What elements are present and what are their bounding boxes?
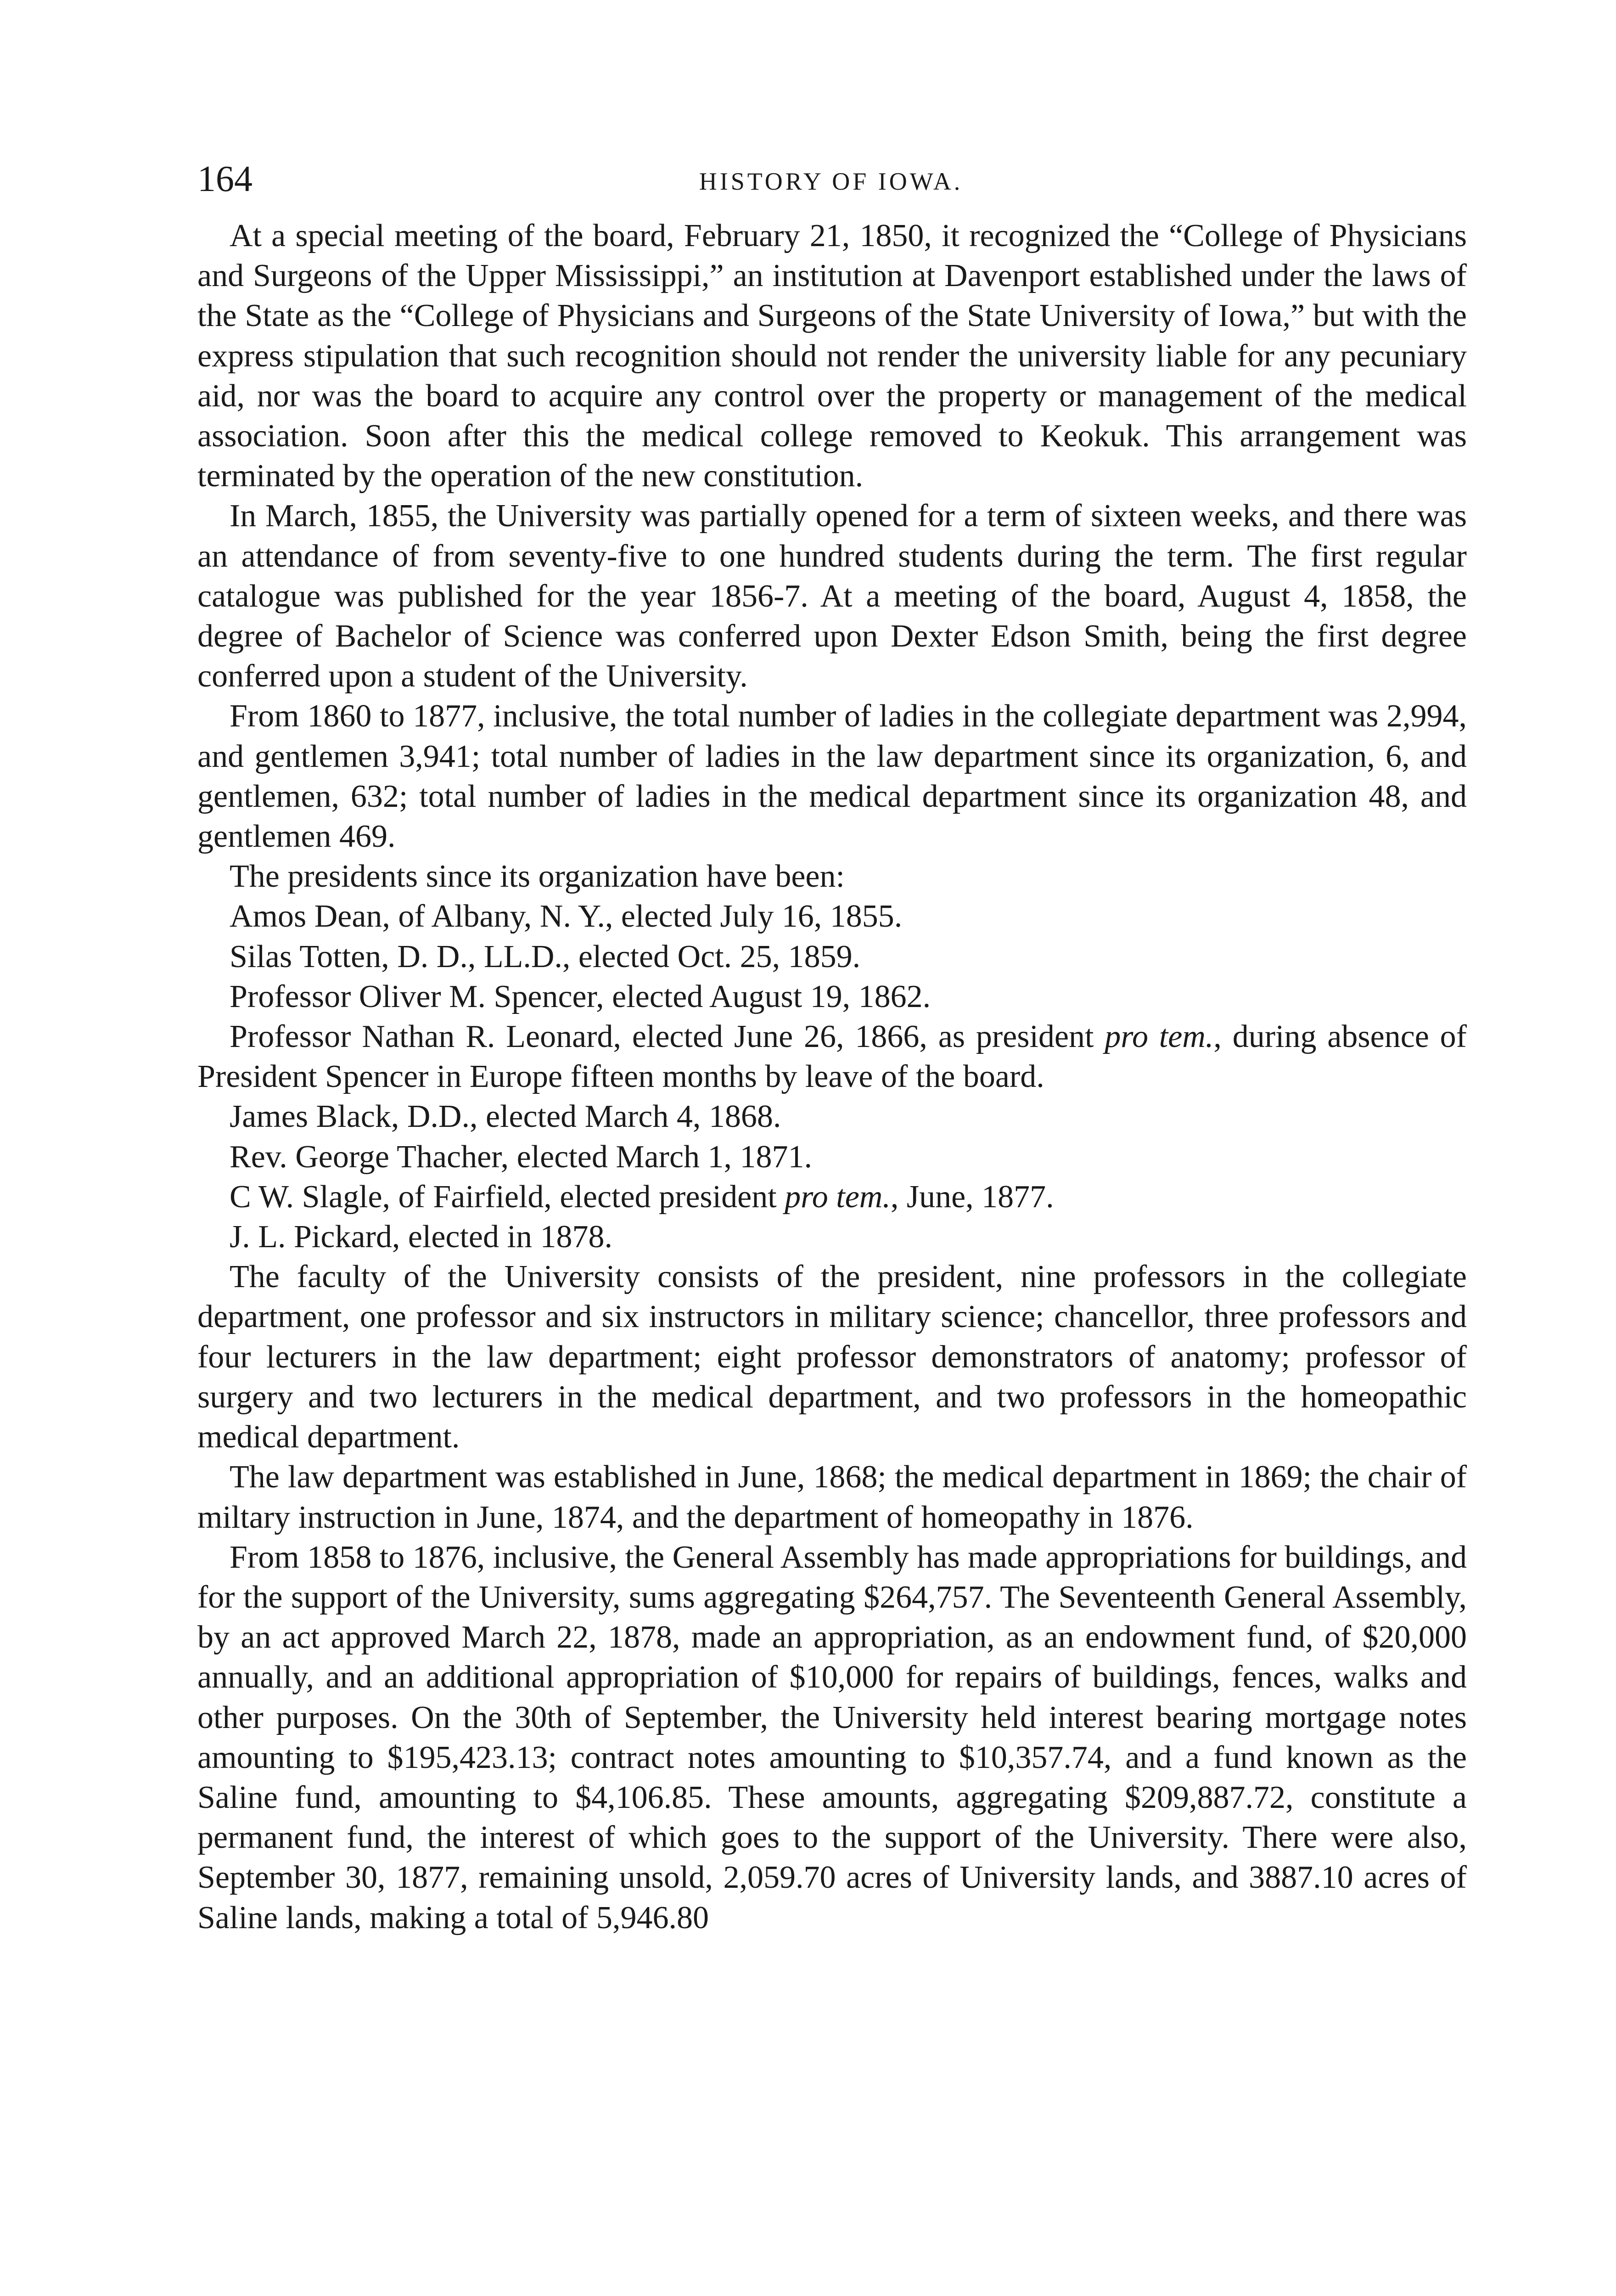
list-item-italic: pro tem.: [1105, 1019, 1214, 1055]
list-item: James Black, D.D., elected March 4, 1868.: [230, 1099, 781, 1135]
paragraph-opening: In March, 1855, the University was partially opened for a term of sixteen weeks, and there was an attendance of from seventy-five to one hundred students during the term. The first regular catalogue was published for the year 1856-7. At a meeting of the board, August 4, 1858, the degree of Bachelor of Science was conferred upon Dexter Edson Smith, being the first degree conferred upon a student of the University.: [197, 498, 1467, 694]
paragraph-appropriations: From 1858 to 1876, inclusive, the General Assembly has made appropriations for buildings, and for the support of the University, sums aggregating $264,757. The Seventeenth General Assembly, by an act approved March 22, 1878, made an appropriation, as an endowment fund, of $20,000 annually, and an additional appropriation of $10,000 for repairs of buildings, fences, walks and other purposes. On the 30th of September, the University held interest bearing mortgage notes amounting to $195,423.13; contract notes amounting to $10,357.74, and a fund known as the Saline fund, amounting to $4,106.85. These amounts, aggregating $209,887.72, constitute a permanent fund, the interest of which goes to the support of the University. There were also, September 30, 1877, remaining unsold, 2,059.70 acres of University lands, and 3887.10 acres of Saline lands, making a total of 5,946.80: [197, 1539, 1467, 1936]
paragraph-faculty: The faculty of the University consists of the president, nine professors in the collegiate department, one professor and six instructors in military science; chancellor, three professors and four lecturers in the law department; eight professor demonstrators of anatomy; professor of surgery and two lecturers in the medical department, and two professors in the homeopathic medical department.: [197, 1259, 1467, 1455]
list-item-text: , June, 1877.: [890, 1179, 1054, 1215]
list-item: Professor Oliver M. Spencer, elected August 19, 1862.: [230, 979, 931, 1014]
paragraph-presidents-intro: The presidents since its organization have been:: [230, 859, 845, 895]
list-item: [197, 1177, 1467, 1217]
running-title: HISTORY OF IOWA.: [699, 168, 963, 195]
page-number: 164: [197, 159, 252, 199]
list-item: [197, 1017, 1467, 1097]
list-item-text: , during absence of President Spencer in Europe fifteen months by leave of the board.: [197, 1019, 1467, 1095]
running-head: [197, 158, 1464, 200]
list-item-italic: pro tem.: [785, 1179, 891, 1215]
paragraph-enrollment: From 1860 to 1877, inclusive, the total number of ladies in the collegiate department was 2,994, and gentlemen 3,941; total number of ladies in the law department since its organization, 6, and gentlemen, 632; total number of ladies in the medical department since its organization 48, and gentlemen 469.: [197, 698, 1467, 855]
presidents-list: [197, 896, 1467, 1257]
list-item-text: C W. Slagle, of Fairfield, elected president: [230, 1179, 785, 1215]
list-item: J. L. Pickard, elected in 1878.: [230, 1219, 612, 1255]
list-item: Rev. George Thacher, elected March 1, 1871.: [230, 1139, 813, 1175]
list-item: Silas Totten, D. D., LL.D., elected Oct. 25, 1859.: [230, 939, 861, 974]
list-item: Amos Dean, of Albany, N. Y., elected July 16, 1855.: [230, 899, 903, 934]
paragraph-medical-college: At a special meeting of the board, February 21, 1850, it recognized the “College of Physicians and Surgeons of the Upper Mississippi,” an institution at Davenport established under the laws of the State as the “College of Physicians and Surgeons of the State University of Iowa,” but with the express stipulation that such recognition should not render the university liable for any pecuniary aid, nor was the board to acquire any control over the property or management of the medical association. Soon after this the medical college removed to Keokuk. This arrangement was terminated by the operation of the new constitution.: [197, 218, 1467, 494]
paragraph-departments: The law department was established in June, 1868; the medical department in 1869; the chair of miltary instruction in June, 1874, and the department of homeopathy in 1876.: [197, 1459, 1467, 1535]
page-body: [197, 216, 1467, 1938]
list-item-text: Professor Nathan R. Leonard, elected June 26, 1866, as president: [230, 1019, 1105, 1055]
